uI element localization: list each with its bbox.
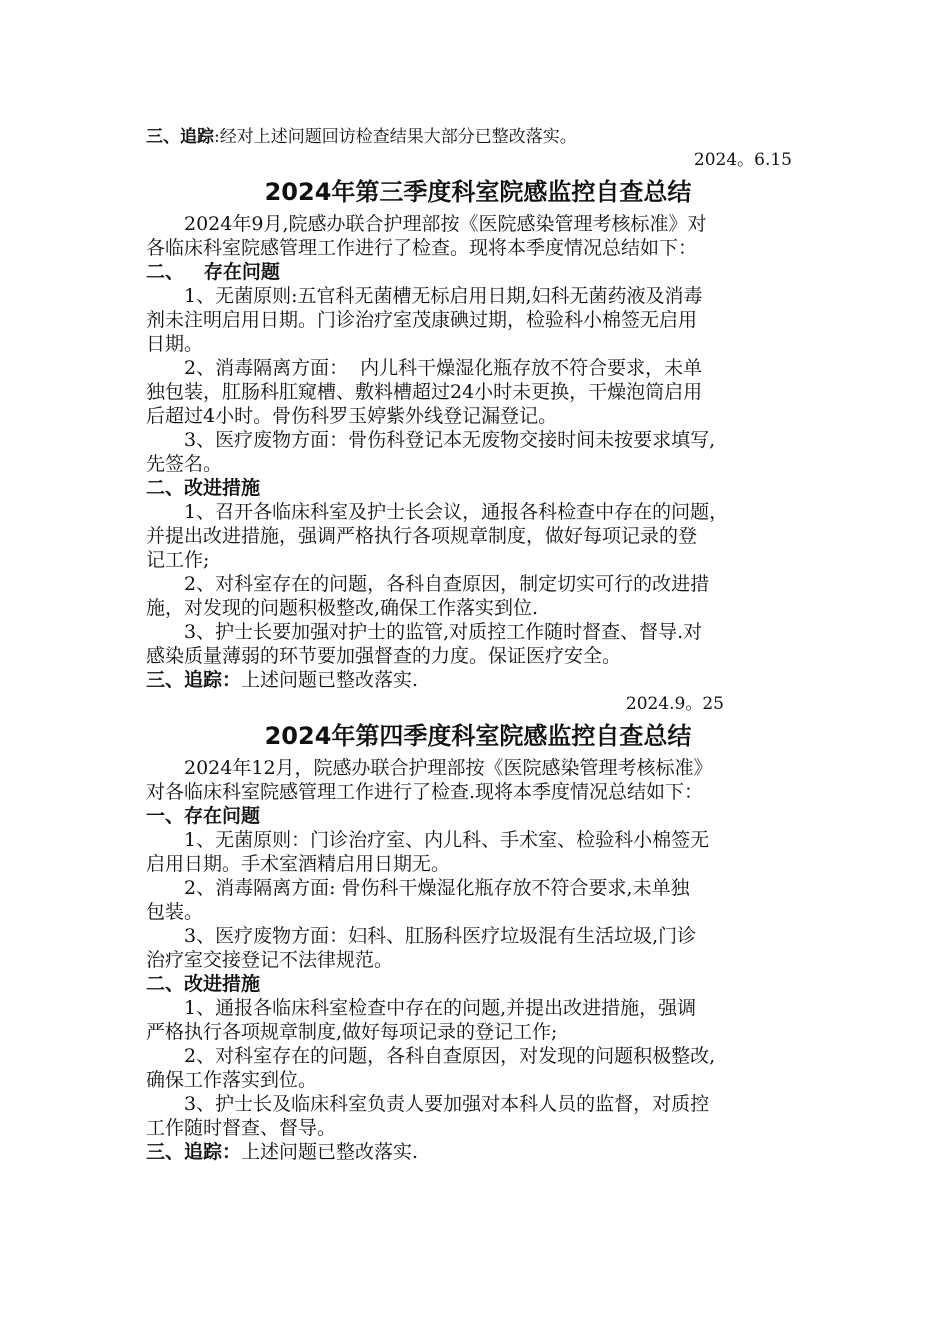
q4-intro-line-2: 对各临床科室院感管理工作进行了检查.现将本季度情况总结如下： [146, 781, 704, 803]
q3-issue-3-line: 先签名。 [146, 453, 223, 475]
q3-intro [146, 212, 810, 260]
q3-measure-1-line: 并提出改进措施，强调严格执行各项规章制度，做好每项记录的登 [146, 525, 698, 547]
q4-issue-2-line: 2、消毒隔离方面: 骨伤科干燥湿化瓶存放不符合要求,未单独 [184, 877, 690, 899]
q4-measures-heading: 二、改进措施 [146, 973, 261, 995]
q3-issue-2-line: 后超过4小时。骨伤科罗玉婷紫外线登记漏登记。 [146, 405, 558, 427]
q4-issue-2 [146, 876, 810, 924]
q3-issue-1-line: 剂未注明启用日期。门诊治疗室茂康碘过期，检验科小棉签无启用 [146, 309, 698, 331]
q3-intro-line-2: 各临床科室院感管理工作进行了检查。现将本季度情况总结如下： [146, 237, 698, 259]
q4-issue-3 [146, 924, 810, 972]
q4-issues-heading: 一、存在问题 [146, 805, 261, 827]
q3-measure-2-line: 2、对科室存在的问题，各科自查原因，制定切实可行的改进措 [184, 573, 710, 595]
q4-intro [146, 756, 810, 804]
document-page [146, 126, 810, 1164]
q3-issue-2 [146, 356, 810, 428]
q4-measure-1-line: 严格执行各项规章制度,做好每项记录的登记工作; [146, 1021, 558, 1043]
q3-followup-line [146, 668, 810, 692]
q3-measure-1-line: 1、召开各临床科室及护士长会议，通报各科检查中存在的问题， [184, 501, 729, 523]
q4-measure-2-line: 确保工作落实到位。 [146, 1069, 318, 1091]
q4-issue-2-line: 包装。 [146, 901, 204, 923]
q2-date: 2024。6.15 [693, 150, 792, 170]
q3-issue-2-line: 独包装，肛肠科肛窥槽、敷料槽超过24小时未更换，干燥泡筒启用 [146, 381, 703, 403]
q4-followup-line [146, 1140, 810, 1164]
q3-title: 2024年第三季度科室院感监控自查总结 [264, 178, 692, 206]
q4-measure-1 [146, 996, 810, 1044]
q4-measure-3-line: 3、护士长及临床科室负责人要加强对本科人员的监督，对质控 [184, 1093, 710, 1115]
q3-date: 2024.9。25 [625, 694, 724, 714]
q3-measure-3 [146, 620, 810, 668]
q4-issue-1-line: 1、无菌原则：门诊治疗室、内儿科、手术室、检验科小棉签无 [184, 829, 710, 851]
q4-issue-3-line: 治疗室交接登记不法律规范。 [146, 949, 394, 971]
q4-intro-line-1: 2024年12月，院感办联合护理部按《医院感染管理考核标准》 [184, 757, 713, 779]
q3-measure-2-line: 施，对发现的问题积极整改,确保工作落实到位. [146, 597, 539, 619]
q3-issue-1-line: 日期。 [146, 333, 204, 355]
top-followup-line [146, 126, 810, 148]
q4-measure-2 [146, 1044, 810, 1092]
q4-issue-1-line: 启用日期。手术室酒精启用日期无。 [146, 853, 451, 875]
q3-issue-1 [146, 284, 810, 356]
q3-measure-2 [146, 572, 810, 620]
q3-measure-1 [146, 500, 810, 572]
q4-measure-1-line: 1、通报各临床科室检查中存在的问题,并提出改进措施，强调 [184, 997, 697, 1019]
q3-issue-1-line: 1、无菌原则:五官科无菌槽无标启用日期,妇科无菌药液及消毒 [184, 285, 703, 307]
q4-followup-text: 上述问题已整改落实. [241, 1141, 419, 1163]
q3-issue-3-line: 3、医疗废物方面：骨伤科登记本无废物交接时间未按要求填写, [184, 429, 716, 451]
q3-issue-2-line: 2、消毒隔离方面： 内儿科干燥湿化瓶存放不符合要求，未单 [184, 357, 703, 379]
q4-title: 2024年第四季度科室院感监控自查总结 [264, 722, 692, 750]
q3-followup-label: 三、追踪： [146, 669, 242, 691]
top-followup-text: :经对上述问题回访检查结果大部分已整改落实。 [214, 127, 577, 147]
q3-followup-text: 上述问题已整改落实. [241, 669, 419, 691]
q3-measures-heading: 二、改进措施 [146, 477, 261, 499]
q4-followup-label: 三、追踪： [146, 1141, 242, 1163]
q4-measure-3-line: 工作随时督查、督导。 [146, 1117, 337, 1139]
q4-measure-2-line: 2、对科室存在的问题，各科自查原因，对发现的问题积极整改, [184, 1045, 716, 1067]
q3-issue-3 [146, 428, 810, 476]
q3-intro-line-1: 2024年9月,院感办联合护理部按《医院感染管理考核标准》对 [184, 213, 707, 235]
top-followup-label: 三、追踪 [146, 127, 214, 147]
q4-issue-1 [146, 828, 810, 876]
q3-issues-heading: 二、 存在问题 [146, 261, 280, 283]
q4-issue-3-line: 3、医疗废物方面：妇科、肛肠科医疗垃圾混有生活垃圾,门诊 [184, 925, 697, 947]
q3-measure-3-line: 感染质量薄弱的环节要加强督查的力度。保证医疗安全。 [146, 645, 622, 667]
q4-measure-3 [146, 1092, 810, 1140]
q3-measure-3-line: 3、护士长要加强对护士的监管,对质控工作随时督查、督导.对 [184, 621, 703, 643]
q3-measure-1-line: 记工作; [146, 549, 210, 571]
